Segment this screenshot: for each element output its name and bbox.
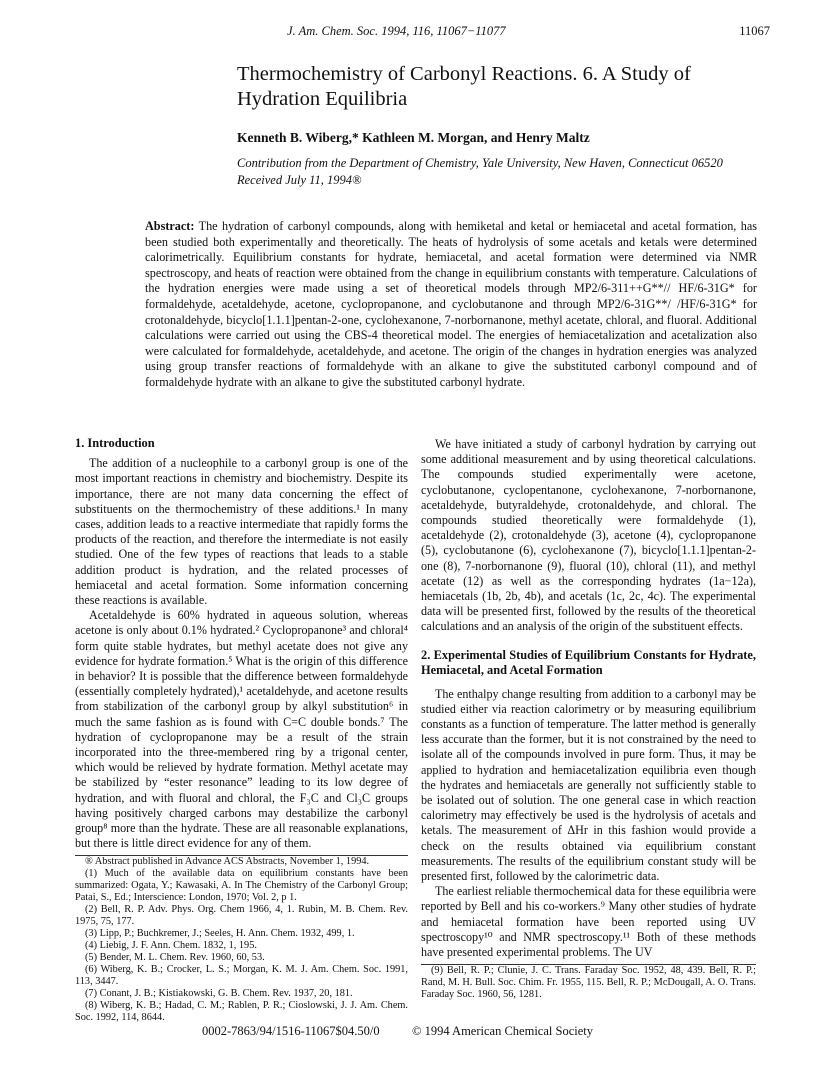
footnote: (4) Liebig, J. F. Ann. Chem. 1832, 1, 195. [85, 940, 257, 952]
footnote: ® Abstract published in Advance ACS Abstracts, November 1, 1994. [85, 856, 370, 868]
footnote: (7) Conant, J. B.; Kistiakowski, G. B. Chem. Rev. 1937, 20, 181. [85, 988, 353, 1000]
journal-citation: J. Am. Chem. Soc. 1994, 116, 11067−11077 [287, 24, 506, 38]
received-date: Received July 11, 1994® [237, 173, 362, 187]
footnote: (6) Wiberg, K. B.; Crocker, L. S.; Morgan, K. M. J. Am. Chem. Soc. 1991, 113, 3447. [75, 964, 408, 988]
copyright: © 1994 American Chemical Society [412, 1024, 593, 1038]
affiliation-block [237, 155, 757, 189]
article-title: Thermochemistry of Carbonyl Reactions. 6. A Study of Hydration Equilibria [237, 63, 691, 110]
page-number: 11067 [739, 24, 770, 38]
paragraph: The enthalpy change resulting from addition to a carbonyl may be studied either via reaction calorimetry or by measuring equilibrium constants as a function of temperature. The latter method is generally less accurate than the former, but it is not constrained by the need to isolate all of the compounds involved in pure form. Thus, it may be applied to hydration and hemiacetalization equilibria even though the hydrates and hemiacetals are generally not sufficiently stable to be isolated out of solution. The one general case in which reaction calorimetry may effectively be used is the hydrolysis of acetals and ketals. The measurement of ΔHr in this fashion would provide a check on the results obtained via equilibrium constant measurements. The results of the equilibrium constant study will be presented first, followed by the calorimetric data. [421, 686, 756, 884]
footnote: (3) Lipp, P.; Buchkremer, J.; Seeles, H. Ann. Chem. 1932, 499, 1. [85, 928, 355, 940]
section-heading-experimental: 2. Experimental Studies of Equilibrium Constants for Hydrate, Hemiacetal, and Acetal Formation [421, 647, 756, 677]
paragraph: Acetaldehyde is 60% hydrated in aqueous solution, whereas acetone is only about 0.1% hydrated.² Cyclopropanone³ and chloral⁴ form quite stable hydrates, but methyl acetate does not give any evidence for hydrate formation.⁵ What is the origin of this difference in behavior? It is possible that the difference between formaldehyde (essentially completely hydrated),¹ acetaldehyde, and acetone results from stabilization of the carbonyl group by alkyl substitution⁶ in much the same fashion as is found with C=C double bonds.⁷ The hydration of cyclopropanone may be a result of the strain incorporated into the three-membered ring by a trigonal center, which would be relieved by hydrate formation. Methyl acetate may be stabilized by “ester resonance” leading to its low degree of hydration, and with fluoral and chloral, the F₃C and Cl₃C groups having positively charged carbons may destabilize the carbonyl group⁸ more than the hydrate. These are all reasonable explanations, but there is little direct evidence for any of them. [75, 608, 408, 851]
left-column [75, 436, 408, 1024]
abstract-label: Abstract: [145, 219, 195, 233]
abstract-text: The hydration of carbonyl compounds, along with hemiketal and ketal or hemiacetal and acetal formation, has been studied both experimentally and theoretically. The heats of hydrolysis of some acetals and ketals were determined calorimetrically. Equilibrium constants for hydrate, hemiacetal, and acetal formation were determined via NMR spectroscopy, and heats of reaction were obtained from the change in equilibrium constants with temperature. Calculations of the hydration energies were made using a set of theoretical models through MP2/6-311++G**// HF/6-31G* for formaldehyde, acetaldehyde, acetone, cyclopropanone, and cyclobutanone and through MP2/6-31G**/ /HF/6-31G* for crotonaldehyde, bicyclo[1.1.1]pentan-2-one, cyclohexanone, 7-norbornanone, methyl acetate, chloral, and fluoral. Additional calculations were carried out using the CBS-4 theoretical model. The energies of hemiacetalization and acetalization also were calculated for formaldehyde, acetaldehyde, and acetone. The origin of the changes in hydration energies was analyzed using group transfer reactions of formaldehyde with an alkane to give the substituted carbonyl compound and of formaldehyde hydrate with an alkane to give the substituted carbonyl hydrate. [145, 219, 757, 389]
section-heading-introduction: 1. Introduction [75, 436, 155, 450]
footnote: (1) Much of the available data on equilibrium constants have been summarized: Ogata, Y.; Kawasaki, A. In The Chemistry of the Carbonyl Group; Patai, S., Ed.; Interscience: London, 1970; Vol. 2, p 1. [75, 868, 408, 904]
paragraph: We have initiated a study of carbonyl hydration by carrying out some additional measurement and by using theoretical calculations. The compounds studied experimentally were acetone, cyclobutanone, cyclopentanone, cyclohexanone, 7-norbornanone, acetaldehyde, butyraldehyde, crotonaldehyde, and chloral. The compounds studied theoretically were formaldehyde (1), acetaldehyde (2), crotonaldehyde (3), acetone (4), cyclopropanone (5), cyclobutanone (6), cyclohexanone (7), bicyclo[1.1.1]pentan-2-one (8), 7-norbornanone (9), fluoral (10), chloral (11), and methyl acetate (12) as well as the corresponding hydrates (1a−12a), hemiacetals (1b, 2b, 4b), and acetals (1c, 2c, 4c). The experimental data will be presented first, followed by the results of the theoretical calculations and an analysis of the origin of the substituent effects. [421, 437, 756, 634]
author-list: Kenneth B. Wiberg,* Kathleen M. Morgan, and Henry Maltz [237, 130, 590, 145]
footnotes-left [75, 856, 408, 1024]
affiliation: Contribution from the Department of Chemistry, Yale University, New Haven, Connecticut 06520 [237, 156, 723, 170]
footnotes-right [421, 965, 756, 1001]
paragraph: The earliest reliable thermochemical data for these equilibria were reported by Bell and his co-workers.⁹ Many other studies of hydrate and hemiacetal formation have been reported using UV spectroscopy¹⁰ and NMR spectroscopy.¹¹ Both of these methods have presented experimental problems. The UV [421, 884, 756, 960]
paragraph: The addition of a nucleophile to a carbonyl group is one of the most important reactions in chemistry and biochemistry. Despite its importance, there are not many data concerning the effect of substituents on the thermochemistry of these additions.¹ In many cases, addition leads to a reactive intermediate that rapidly forms the products of the reaction, and therefore the intermediate is not easily studied. One of the few types of reactions that leads to a stable addition product is hydration, and the related processes of hemiacetal and acetal formation. Some information concerning these reactions is available. [75, 456, 408, 608]
article-code: 0002-7863/94/1516-11067$04.50/0 [202, 1024, 380, 1038]
right-column [421, 437, 756, 1001]
footnote: (9) Bell, R. P.; Clunie, J. C. Trans. Faraday Soc. 1952, 48, 439. Bell, R. P.; Rand, M. H. Bull. Soc. Chim. Fr. 1955, 115. Bell, R. P.; McDougall, A. O. Trans. Faraday Soc. 1960, 56, 1281. [421, 965, 756, 1001]
abstract [145, 219, 757, 391]
footnote: (2) Bell, R. P. Adv. Phys. Org. Chem 1966, 4, 1. Rubin, M. B. Chem. Rev. 1975, 75, 177. [75, 904, 408, 928]
footnote: (8) Wiberg, K. B.; Hadad, C. M.; Rablen, P. R.; Cioslowski, J. J. Am. Chem. Soc. 1992, 114, 8644. [75, 1000, 408, 1024]
footnote: (5) Bender, M. L. Chem. Rev. 1960, 60, 53. [85, 952, 265, 964]
